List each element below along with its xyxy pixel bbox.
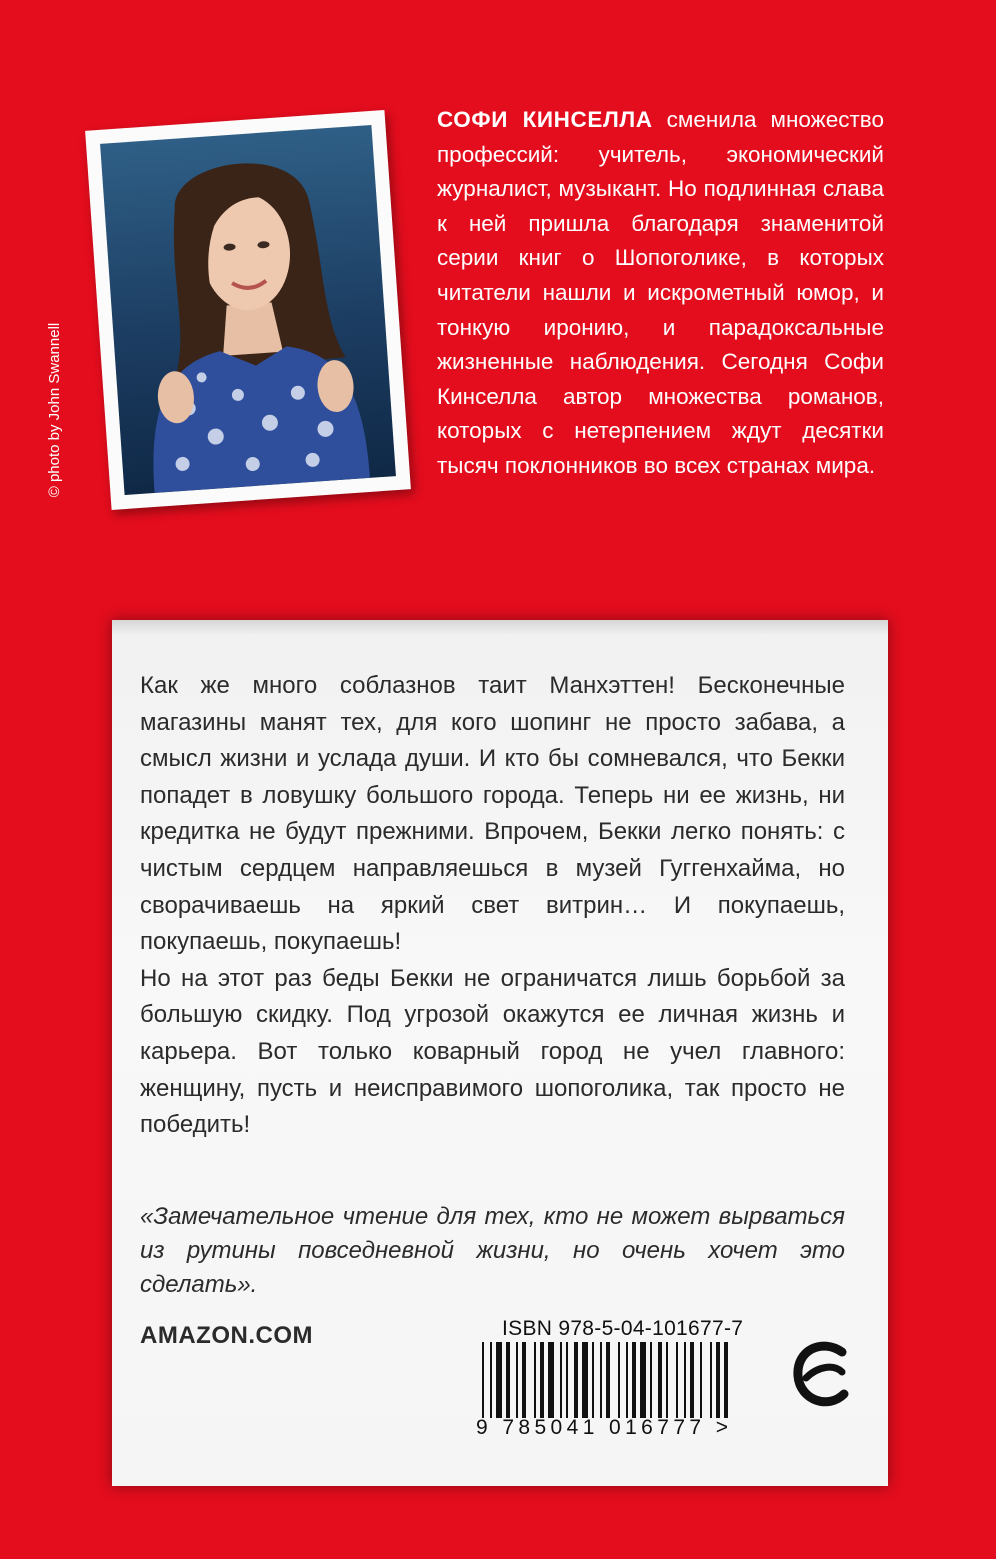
paper-edge (112, 620, 888, 634)
barcode-bar (690, 1342, 694, 1418)
review-quote: «Замечательное чтение для тех, кто не может вырваться из рутины повседневной жизни, но очень хочет это сделать». (140, 1203, 845, 1298)
barcode-bar (710, 1342, 712, 1418)
author-photo (100, 125, 396, 495)
barcode-bar (482, 1342, 484, 1418)
barcode-bar (540, 1342, 544, 1418)
barcode-bar (716, 1342, 720, 1418)
barcode-bar (600, 1342, 602, 1418)
author-bio (437, 103, 884, 484)
barcode-bar (700, 1342, 702, 1418)
barcode-bar (490, 1342, 492, 1418)
barcode-bar (626, 1342, 628, 1418)
barcode-bar (650, 1342, 652, 1418)
barcode-bar (560, 1342, 562, 1418)
description-paragraph: Как же много соблазнов таит Манхэттен! Бесконечные магазины манят тех, для кого шопинг не просто забава, а смысл жизни и услада души. И кто бы сомневался, что Бекки попадет в ловушку большого города. Теперь ни ее жизнь, ни кредитка не будут прежними. Впрочем, Бекки легко понять: с чистым сердцем направляешься в музей Гуггенхайма, но сворачиваешь на яркий свет витрин… И покупаешь, покупаешь, покупаешь! (140, 672, 845, 956)
barcode-bar (618, 1342, 620, 1418)
barcode-bar (522, 1342, 526, 1418)
annotation-panel (112, 620, 888, 1486)
author-bio-text: сменила множество профессий: учитель, экономический журналист, музыкант. Но подлинная слава к ней пришла благодаря знаменитой серии книг о Шопоголике, в которых читатели нашли и искрометный юмор, и тонкую иронию, и парадоксальные жизненные наблюдения. Сегодня Софи Кинселла автор множества романов, которых с нетерпением ждут десятки тысяч поклонников во всех странах мира. (437, 107, 884, 478)
barcode (480, 1342, 770, 1418)
barcode-bar (666, 1342, 668, 1418)
isbn-label: ISBN 978-5-04-101677-7 (502, 1317, 744, 1340)
barcode-bar (574, 1342, 578, 1418)
review-source: AMAZON.COM (140, 1322, 313, 1349)
barcode-bar (684, 1342, 686, 1418)
barcode-bar (548, 1342, 554, 1418)
barcode-digits: 9 785041 016777 > (476, 1416, 733, 1439)
barcode-bar (606, 1342, 610, 1418)
barcode-bar (640, 1342, 646, 1418)
barcode-bar (632, 1342, 636, 1418)
barcode-bar (676, 1342, 678, 1418)
photo-credit: © photo by John Swannell (46, 322, 63, 498)
barcode-bar (534, 1342, 536, 1418)
barcode-bar (658, 1342, 662, 1418)
barcode-bar (506, 1342, 510, 1418)
author-photo-frame (85, 110, 411, 510)
barcode-bar (724, 1342, 728, 1418)
publisher-logo-icon (792, 1338, 852, 1410)
description-paragraph: Но на этот раз беды Бекки не ограничатся лишь борьбой за большую скидку. Под угрозой окажутся ее личная жизнь и карьера. Вот только коварный город не учел главного: женщину, пусть и неисправимого шопоголика, так просто не победить! (140, 964, 845, 1139)
barcode-bar (516, 1342, 518, 1418)
book-description (140, 668, 845, 1144)
barcode-bar (566, 1342, 568, 1418)
author-name: СОФИ КИНСЕЛЛА (437, 107, 653, 132)
barcode-bar (496, 1342, 502, 1418)
barcode-bar (592, 1342, 594, 1418)
barcode-bar (582, 1342, 588, 1418)
